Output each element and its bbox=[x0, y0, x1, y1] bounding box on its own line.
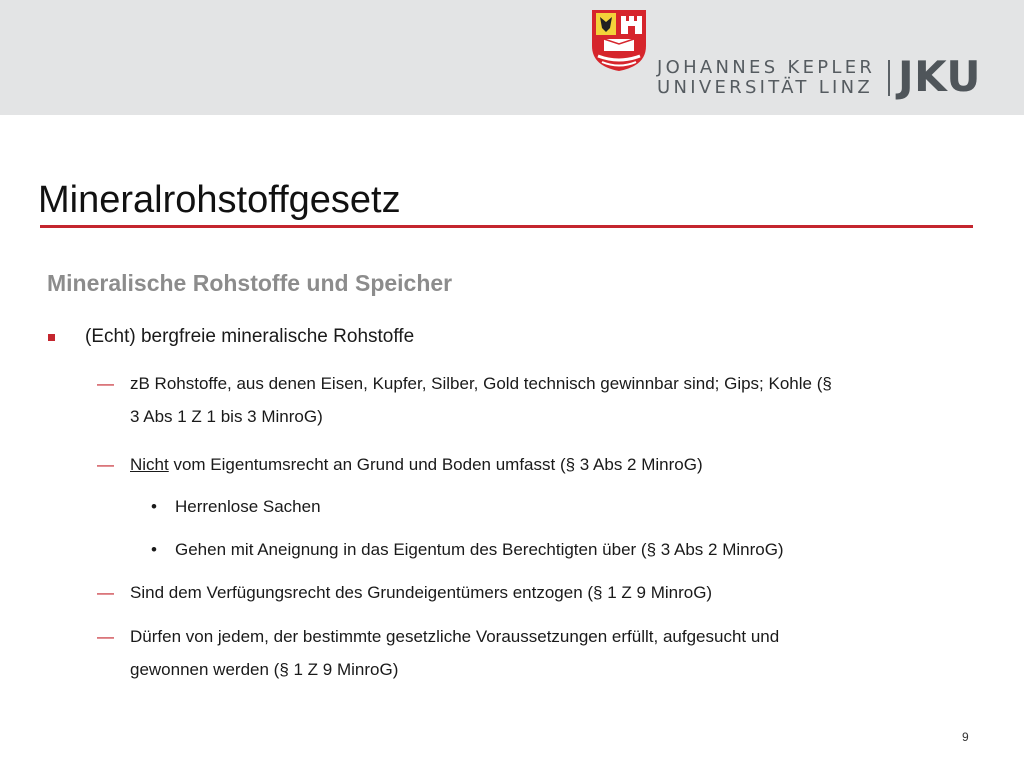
jku-logo: JKU bbox=[898, 52, 982, 101]
slide-title: Mineralrohstoffgesetz bbox=[38, 179, 401, 221]
slide-subtitle: Mineralische Rohstoffe und Speicher bbox=[47, 270, 453, 296]
sub-bullet-eigentumsrecht-text: vom Eigentumsrecht an Grund und Boden umfasst (§ 3 Abs 2 MinroG) bbox=[168, 455, 703, 474]
sub-bullet-examples-line2: 3 Abs 1 Z 1 bis 3 MinroG) bbox=[130, 407, 323, 426]
title-underline bbox=[40, 225, 973, 228]
sub-bullet-eigentumsrecht bbox=[130, 448, 970, 481]
dot-bullet-icon: • bbox=[151, 540, 157, 559]
dash-bullet-icon: — bbox=[97, 374, 114, 393]
sub-bullet-aufsuchen bbox=[130, 620, 970, 686]
sub-bullet-examples bbox=[130, 367, 970, 433]
bullet-bergfreie-rohstoffe: (Echt) bergfreie mineralische Rohstoffe bbox=[85, 326, 415, 347]
sub-bullet-aufsuchen-line2: gewonnen werden (§ 1 Z 9 MinroG) bbox=[130, 660, 399, 679]
university-crest-icon bbox=[590, 8, 648, 72]
dot-bullet-icon: • bbox=[151, 497, 157, 516]
dash-bullet-icon: — bbox=[97, 455, 114, 474]
emphasis-nicht: Nicht bbox=[130, 455, 169, 474]
dash-bullet-icon: — bbox=[97, 627, 114, 646]
logo-divider bbox=[888, 60, 890, 96]
wordmark-line2: UNIVERSITÄT LINZ bbox=[657, 77, 874, 98]
sub-bullet-examples-line1: zB Rohstoffe, aus denen Eisen, Kupfer, Silber, Gold technisch gewinnbar sind; Gips; Kohle (§ bbox=[130, 374, 832, 393]
page-number: 9 bbox=[962, 730, 969, 744]
university-wordmark bbox=[657, 58, 875, 98]
subsub-bullet-herrenlose: Herrenlose Sachen bbox=[175, 497, 321, 516]
header-band bbox=[0, 0, 1024, 115]
dash-bullet-icon: — bbox=[97, 583, 114, 602]
sub-bullet-aufsuchen-line1: Dürfen von jedem, der bestimmte gesetzliche Voraussetzungen erfüllt, aufgesucht und bbox=[130, 627, 780, 646]
wordmark-line1: JOHANNES KEPLER bbox=[657, 57, 876, 78]
sub-bullet-verfuegungsrecht: Sind dem Verfügungsrecht des Grundeigentümers entzogen (§ 1 Z 9 MinroG) bbox=[130, 583, 713, 602]
square-bullet-icon bbox=[48, 334, 55, 341]
subsub-bullet-aneignung: Gehen mit Aneignung in das Eigentum des Berechtigten über (§ 3 Abs 2 MinroG) bbox=[175, 540, 784, 559]
